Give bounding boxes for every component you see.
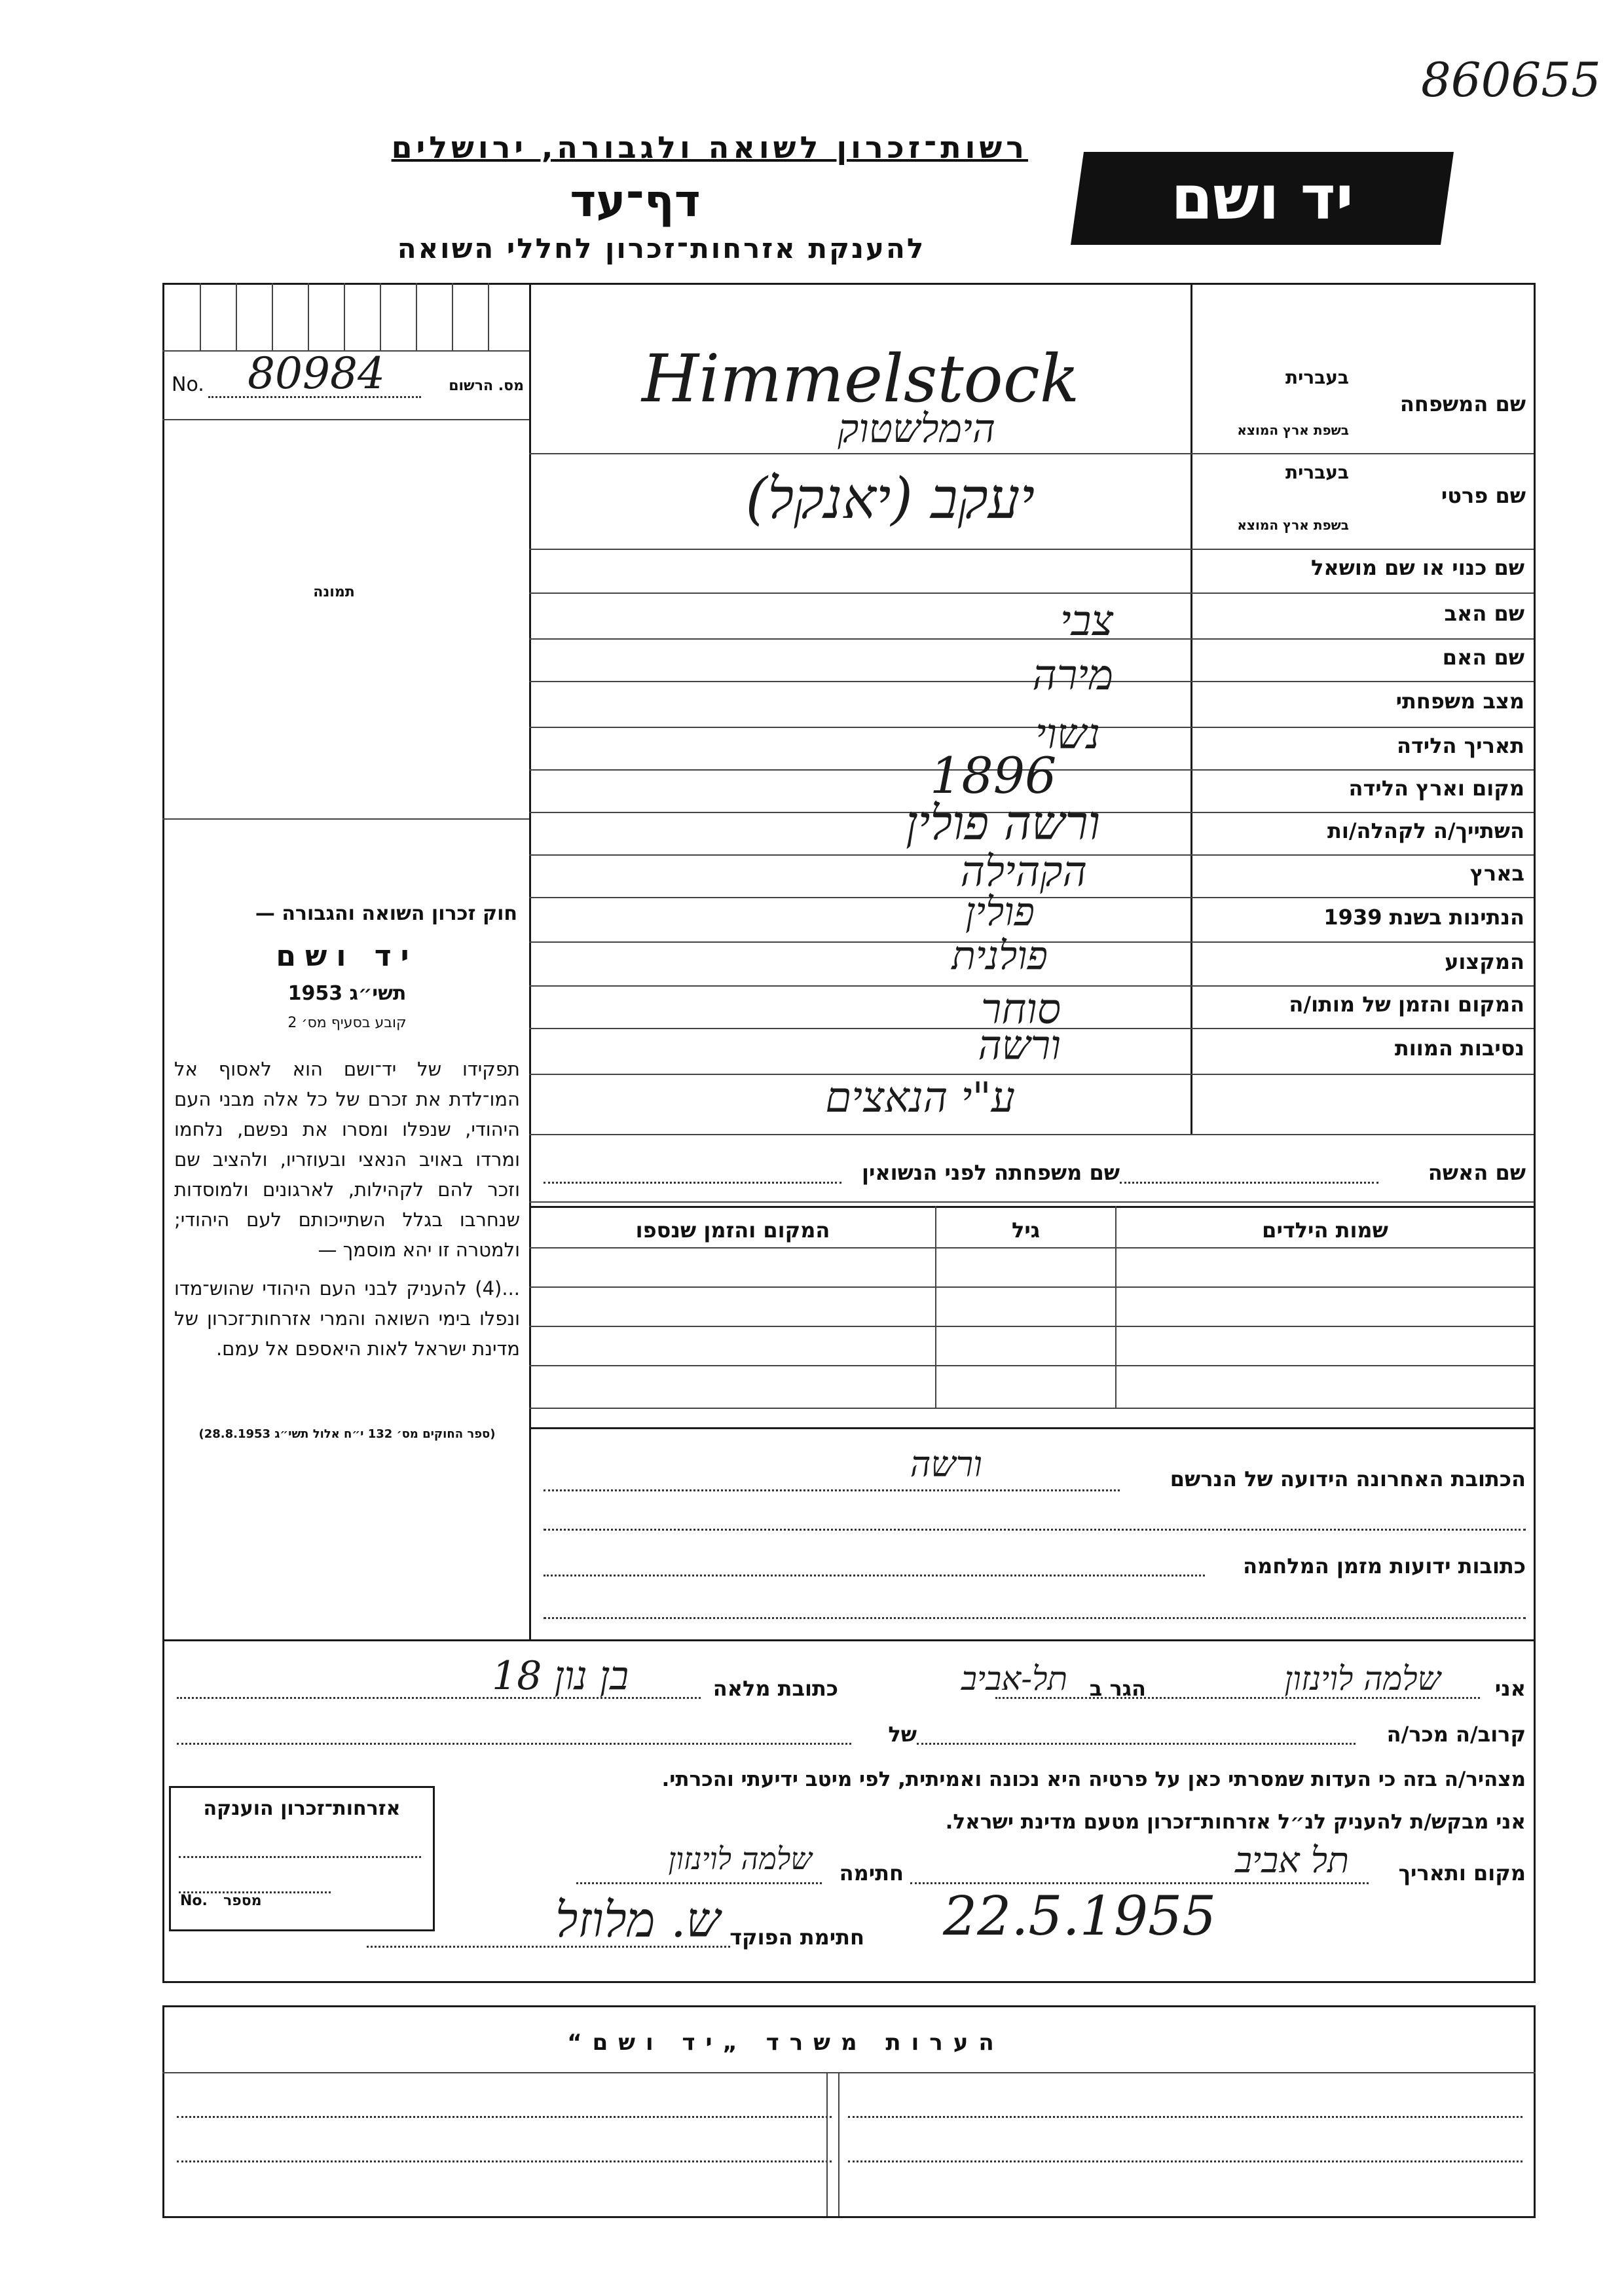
nickname-label: שם כנוי או שם מושאל <box>1310 555 1524 580</box>
family-name-hebrew: הימלשטוק <box>838 406 995 452</box>
office-notes-title: הערות משרד „יד ושם“ <box>567 2030 1005 2056</box>
death-place-value: ורשה <box>978 1021 1061 1069</box>
father-value: צבי <box>1060 597 1113 646</box>
registration-en-label: No. <box>172 373 204 396</box>
law-clause: קובע בסעיף מס׳ 2 <box>287 1015 407 1031</box>
declarant-city: תל-אביב <box>961 1660 1067 1698</box>
official-signature-label: חתימת הפוקד <box>729 1925 864 1950</box>
wife-maiden-label: שם משפחתה לפני הנשואין <box>861 1160 1120 1185</box>
family-sub-hebrew: בעברית <box>1285 367 1349 388</box>
place-value: תל אביב <box>1235 1840 1349 1881</box>
family-name-label: שם המשפחה <box>1399 392 1526 416</box>
request-text: אני מבקש/ת להעניק לנ״ל אזרחות־זכרון מטעם מדינת ישראל. <box>945 1810 1526 1834</box>
death-circ-label: נסיבות המוות <box>1394 1036 1524 1061</box>
law-title: חוק זכרון השואה והגבורה — <box>255 902 517 925</box>
law-text-2: ...(4) להעניק לבני העם היהודי שהוש־מדו ונפלו בימי השואה והמרי אזרחות־זכרון של מדינת ישראל לאות היאספם אל עמם. <box>174 1277 520 1360</box>
logo-text: יד ושם <box>1171 163 1354 233</box>
declarant-signature: שלמה לוינזון <box>668 1841 812 1876</box>
death-place-label: המקום והזמן של מותו/ה <box>1289 992 1524 1017</box>
nationality-value: פולנית <box>951 933 1048 979</box>
last-address-label: הכתובת האחרונה הידועה של הנרשם <box>1170 1467 1526 1491</box>
nationality-label: הנתינות בשנת 1939 <box>1323 905 1524 930</box>
declarant-i-label: אני <box>1494 1676 1526 1701</box>
last-address-value: ורשה <box>910 1444 982 1485</box>
birth-place-label: מקום וארץ הלידה <box>1348 776 1524 801</box>
law-source: (ספר החוקים מס׳ 132 י״ח אלול תשי״ג 28.8.1953) <box>198 1427 496 1441</box>
community-value: הקהילה <box>960 848 1087 896</box>
death-circ-value: ע"י הנאצים <box>825 1074 1015 1122</box>
community-label: השתייך/ה לקהלה/ות <box>1327 818 1524 843</box>
place-date-label: מקום ותאריך <box>1398 1861 1526 1886</box>
law-year: תשי״ג 1953 <box>287 982 407 1005</box>
country-value: פולין <box>965 889 1035 935</box>
first-sub-origin: בשפת ארץ המוצא <box>1237 517 1349 533</box>
declarant-name: שלמה לוינזון <box>1284 1660 1441 1698</box>
table-row <box>530 1288 1532 1326</box>
birth-date-value: 1896 <box>930 746 1057 805</box>
citizenship-no-label: מספר <box>223 1893 262 1909</box>
official-signature: ש. מלוזל <box>555 1892 720 1948</box>
authority-title: רשות־זכרון לשואה ולגבורה, ירושלים <box>391 130 1028 165</box>
profession-value: סוחר <box>980 985 1061 1034</box>
country-label: בארץ <box>1469 861 1524 886</box>
date-value: 22.5.1955 <box>943 1886 1217 1948</box>
law-name: יד ושם <box>276 939 418 973</box>
birth-date-label: תאריך הלידה <box>1396 733 1524 758</box>
children-col-age: גיל <box>1011 1218 1041 1243</box>
children-col-names: שמות הילדים <box>1262 1218 1388 1243</box>
first-name-value: יעקב (יאנקל) <box>745 466 1035 532</box>
wife-label: שם האשה <box>1428 1160 1526 1185</box>
father-label: שם האב <box>1444 601 1524 626</box>
form-title: דף־עד <box>570 175 701 227</box>
family-name-latin: Himmelstock <box>642 340 1080 417</box>
citizenship-title: אזרחות־זכרון הוענקה <box>203 1797 401 1820</box>
marital-label: מצב משפחתי <box>1395 689 1524 714</box>
declaration-text: מצהיר/ה בזה כי העדות שמסרתי כאן על פרטיה היא נכונה ואמיתית, לפי מיטב ידיעתי והכרתי. <box>661 1768 1526 1791</box>
marital-value: נשוי <box>1035 710 1100 759</box>
citizenship-no-en: No. <box>180 1893 208 1909</box>
profession-label: המקצוע <box>1445 949 1524 974</box>
full-address-label: כתובת מלאה <box>712 1676 838 1701</box>
relative-label: קרוב/ה מכר/ה <box>1386 1722 1526 1747</box>
yad-vashem-logo <box>1071 152 1454 245</box>
children-col-place: המקום והזמן שנספו <box>635 1218 830 1243</box>
form-subtitle: להענקת אזרחות־זכרון לחללי השואה <box>397 232 926 264</box>
wartime-address-label: כתובות ידועות מזמן המלחמה <box>1243 1554 1526 1578</box>
first-name-label: שם פרטי <box>1441 483 1526 508</box>
signature-label: חתימה <box>839 1861 904 1886</box>
declarant-resides-label: הגר ב <box>1089 1676 1146 1701</box>
relative-of-label: של <box>888 1722 917 1747</box>
mother-value: מירה <box>1032 651 1113 700</box>
birth-place-value: ורשה פולין <box>906 795 1100 850</box>
first-sub-hebrew: בעברית <box>1285 462 1349 483</box>
table-row <box>530 1327 1532 1365</box>
family-sub-origin: בשפת ארץ המוצא <box>1237 422 1349 438</box>
table-row <box>530 1366 1532 1406</box>
table-row <box>530 1248 1532 1286</box>
law-text-1: תפקידו של יד־ושם הוא לאסוף אל המו־לדת את זכרם של כל אלה מבני העם היהודי, שנפלו ומסרו את נפשם, נלחמו ומרדו באויב הנאצי ובעוזריו, ולהציב שם וזכר להם לקהילות, לארגונים ולמוסדות שנחרבו בגלל השתייכותם לעם היהודי; ולמטרה זו יהא מוסמך — <box>174 1058 520 1261</box>
registration-he-label: מס. הרשום <box>449 378 524 394</box>
corner-number: 860655 <box>1421 52 1601 107</box>
citizenship-box <box>169 1786 435 1931</box>
full-address-value: בן נון 18 <box>492 1653 629 1699</box>
registration-number: 80984 <box>248 348 385 399</box>
mother-label: שם האם <box>1442 645 1524 670</box>
photo-label: תמונה <box>313 584 355 600</box>
